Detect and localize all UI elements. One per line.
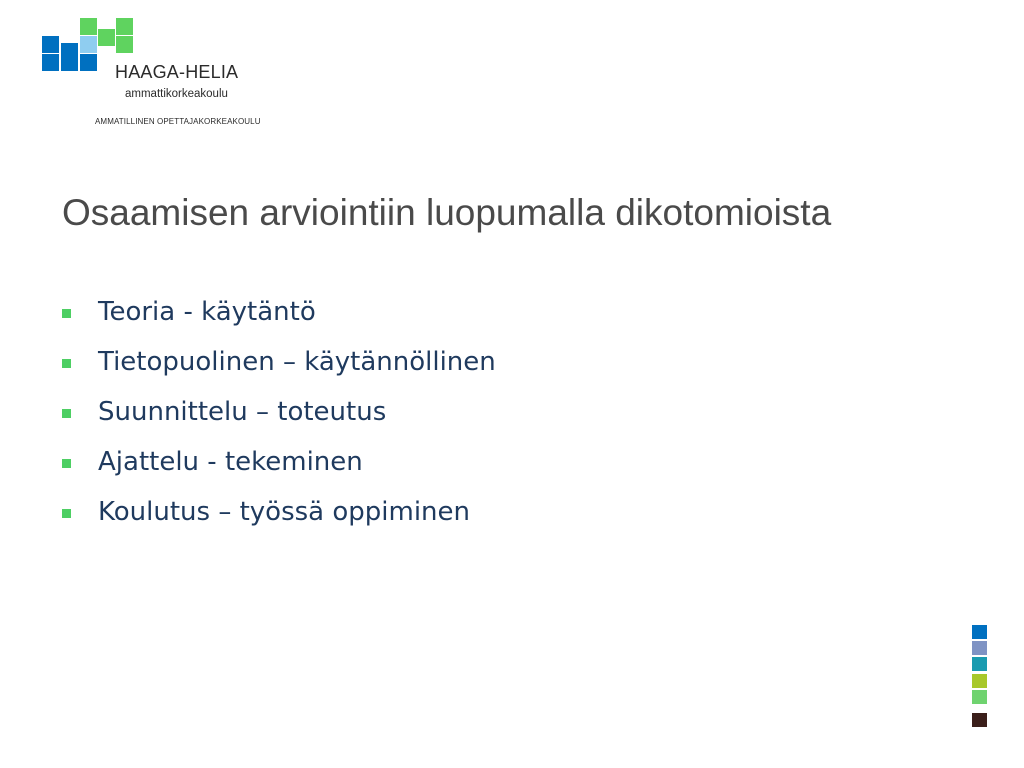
bullet-square-icon [62, 459, 71, 468]
bullet-text: Koulutus – työssä oppiminen [98, 497, 471, 527]
bullet-square-icon [62, 509, 71, 518]
logo-square [80, 54, 97, 71]
corner-square [972, 690, 987, 704]
logo-subtitle: ammattikorkeakoulu [125, 88, 228, 100]
slide-title: Osaamisen arviointiin luopumalla dikotomioista [62, 192, 832, 233]
bullet-text: Tietopuolinen – käytännöllinen [98, 347, 496, 377]
corner-square [972, 657, 987, 671]
corner-square [972, 625, 987, 639]
logo-name: HAAGA-HELIA [115, 62, 239, 82]
bullet-square-icon [62, 409, 71, 418]
corner-square [972, 641, 987, 655]
logo-square [116, 18, 133, 35]
logo-unit: AMMATILLINEN OPETTAJAKORKEAKOULU [95, 117, 261, 126]
logo-square [42, 36, 59, 53]
logo-square [80, 18, 97, 35]
bullet-text: Suunnittelu – toteutus [98, 397, 387, 427]
corner-square [972, 713, 987, 727]
logo-square [61, 54, 78, 71]
logo-square [42, 54, 59, 71]
bullet-square-icon [62, 359, 71, 368]
bullet-text: Ajattelu - tekeminen [98, 447, 363, 477]
logo-square [98, 29, 115, 46]
logo-square [116, 36, 133, 53]
logo-square [80, 36, 97, 53]
bullet-square-icon [62, 309, 71, 318]
bullet-text: Teoria - käytäntö [98, 297, 316, 327]
corner-square [972, 674, 987, 688]
